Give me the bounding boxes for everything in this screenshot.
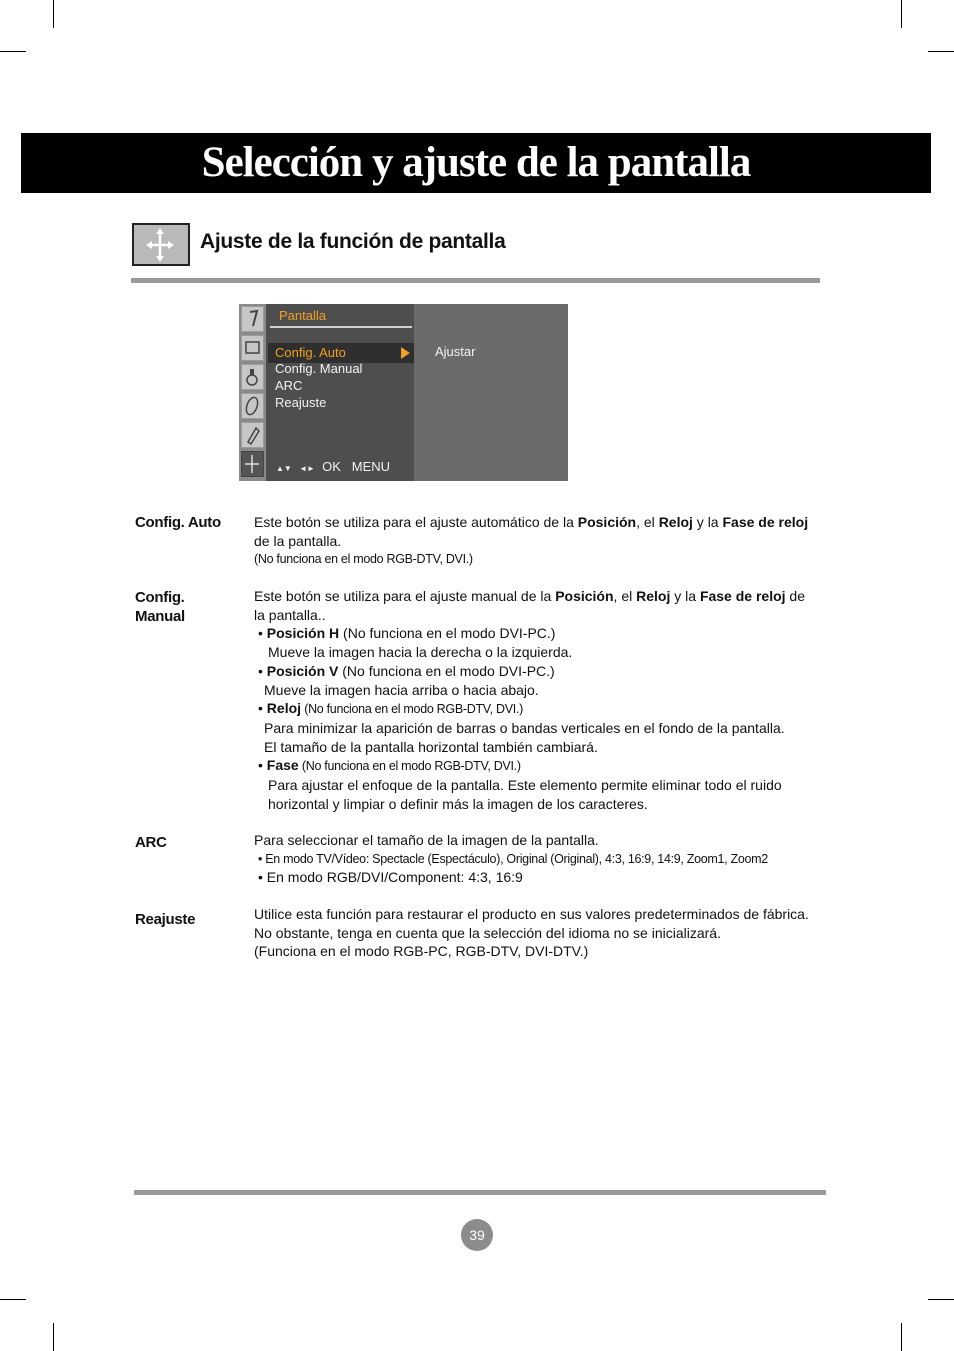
osd-menu [239,304,568,481]
desc-config-auto: Este botón se utiliza para el ajuste automático de la Posición, el Reloj y la Fase de reloj de la pantalla. (No funciona en el modo RGB-DTV, DVI.) [254,514,809,567]
crop-mark [0,51,26,52]
osd-item-config-auto[interactable] [268,343,414,363]
crop-mark [0,1299,26,1300]
osd-menu-title: Pantalla [279,308,326,323]
page-number: 39 [461,1219,493,1251]
tracking-icon[interactable] [241,364,264,390]
up-down-arrows-icon: ▲▼ [276,464,292,473]
section-title: Ajuste de la función de pantalla [200,230,506,253]
desc-reajuste: Utilice esta función para restaurar el producto en sus valores predeterminados de fábrica. No obstante, tenga en cuenta que la selección del idioma no se inicializará. (Funciona en el modo RGB-PC, RGB-DTV, DVI-DTV.) [254,906,809,960]
osd-item-label: Config. Auto [275,345,346,360]
term-config-auto: Config. Auto [135,514,221,531]
crop-mark [901,1323,902,1351]
menu-label: MENU [351,459,391,474]
divider [134,1190,826,1195]
osd-divider [270,326,412,328]
crop-mark [928,51,954,52]
crop-mark [901,0,902,28]
pip-icon[interactable] [241,422,264,448]
osd-item-list [266,304,414,481]
color-icon[interactable] [241,335,264,361]
crop-mark [53,0,54,28]
osd-item-reajuste[interactable]: Reajuste [275,395,327,410]
page-title: Selección y ajuste de la pantalla [201,139,751,186]
divider [131,278,820,283]
osd-item-config-manual[interactable]: Config. Manual [275,361,363,376]
crop-mark [928,1299,954,1300]
triangle-right-icon [401,347,410,359]
term-config-manual: Config. Manual [135,589,185,625]
term-reajuste: Reajuste [135,911,196,928]
term-arc: ARC [135,834,167,851]
desc-arc: Para seleccionar el tamaño de la imagen de la pantalla. • En modo TV/Vídeo: Spectacle (Espectáculo), Original (Original), 4:3, 16:9, 14:9, Zoom1, Zoom2 • En modo RGB/DVI/Component: 4:3, 16:9 [254,832,768,886]
crop-mark [53,1323,54,1351]
screen-adjust-icon [132,223,190,266]
osd-value-text: Ajustar [435,344,476,359]
left-right-arrows-icon: ◄► [299,464,315,473]
setup-icon[interactable] [241,393,264,419]
osd-help-bar [276,459,390,474]
screen-icon[interactable] [241,451,264,477]
ok-label: OK [322,459,341,474]
osd-icon-bar [239,304,266,481]
picture-icon[interactable] [241,306,264,332]
title-banner [21,133,931,193]
desc-config-manual: Este botón se utiliza para el ajuste manual de la Posición, el Reloj y la Fase de reloj de la pantalla.. • Posición H (No funciona en el modo DVI-PC.) Mueve la imagen hacia la derecha o la izquierda. • Posición V (No funciona en el modo DVI-PC.) Mueve la imagen hacia arriba o hacia abajo. • Reloj (No funciona en el modo RGB-DTV, DVI.) Para minimizar la aparición de barras o bandas verticales en el fondo de la pantalla. El tamaño de la pantalla horizontal también cambiará. • Fase (No funciona en el modo RGB-DTV, DVI.) Para ajustar el enfoque de la pantalla. Este elemento permite eliminar todo el ruido horizontal y limpiar o definir más la imagen de los caracteres. [254,588,805,812]
osd-item-arc[interactable]: ARC [275,378,303,393]
